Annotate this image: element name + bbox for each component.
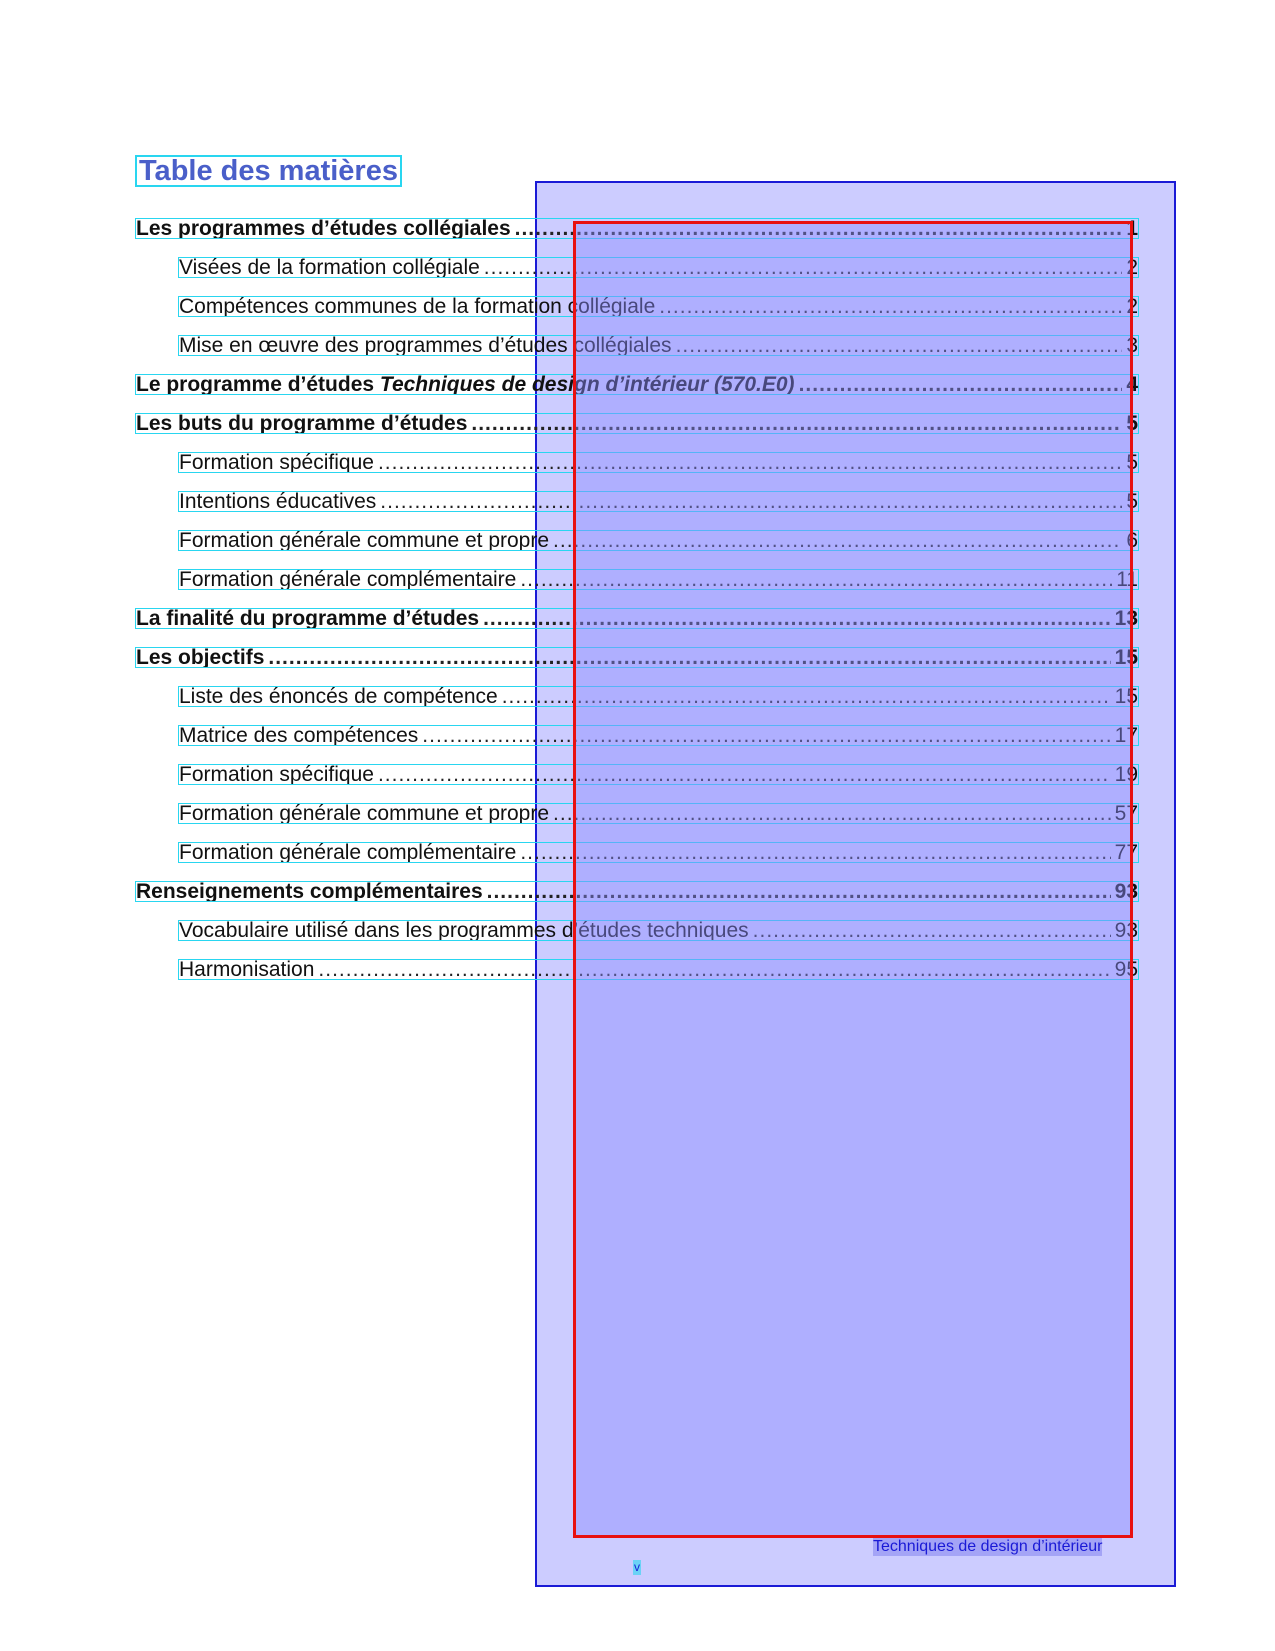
toc-entry-label: La finalité du programme d’études — [136, 608, 480, 629]
toc-entry-page: 11 — [1116, 569, 1138, 590]
page-title: Table des matières — [135, 155, 402, 187]
toc-entry-page: 17 — [1114, 725, 1138, 746]
toc-entry-label-plain: Le programme d’études — [136, 374, 380, 395]
toc-entry-label: Formation spécifique — [179, 764, 374, 785]
toc-entry-label: Les buts du programme d’études — [136, 413, 468, 434]
footer-page-number: v — [634, 1560, 640, 1574]
toc-entry-label: Formation générale complémentaire — [179, 569, 517, 590]
toc-entry-page: 4 — [1126, 374, 1138, 395]
toc-entry-label: Les objectifs — [136, 647, 265, 668]
toc-entry-page: 13 — [1114, 608, 1138, 629]
toc-entry-label: Vocabulaire utilisé dans les programmes d’études techniques — [179, 920, 749, 941]
toc-entry-page: 6 — [1126, 530, 1138, 551]
toc-entry-page: 57 — [1114, 803, 1138, 824]
toc-entry-label: Formation générale commune et propre — [179, 530, 550, 551]
toc-entry-page: 5 — [1126, 491, 1138, 512]
annotation-inner-box — [573, 221, 1133, 1538]
toc-entry-page: 93 — [1114, 881, 1138, 902]
toc-entry-label: Les programmes d’études collégiales — [136, 218, 511, 239]
toc-entry-page: 3 — [1126, 335, 1138, 356]
toc-entry-label-italic: Techniques de design d’intérieur (570.E0) — [379, 374, 795, 395]
toc-entry-page: 1 — [1126, 218, 1138, 239]
toc-entry-page: 2 — [1126, 296, 1138, 317]
toc-entry-page: 93 — [1114, 920, 1138, 941]
toc-entry-page: 19 — [1114, 764, 1138, 785]
toc-entry-label: Mise en œuvre des programmes d’études collégiales — [179, 335, 672, 356]
toc-entry-page: 15 — [1114, 686, 1138, 707]
toc-entry-page: 2 — [1126, 257, 1138, 278]
toc-entry-label: Formation générale commune et propre — [179, 803, 550, 824]
toc-entry-label: Visées de la formation collégiale — [179, 257, 480, 278]
toc-entry-page: 5 — [1126, 452, 1138, 473]
toc-entry-page: 5 — [1126, 413, 1138, 434]
toc-entry-page: 77 — [1114, 842, 1138, 863]
toc-entry-page: 15 — [1114, 647, 1138, 668]
toc-entry-label: Renseignements complémentaires — [136, 881, 483, 902]
toc-entry-label: Liste des énoncés de compétence — [179, 686, 498, 707]
toc-entry-label: Matrice des compétences — [179, 725, 419, 746]
toc-entry-label: Formation générale complémentaire — [179, 842, 517, 863]
toc-entry-label: Compétences communes de la formation collégiale — [179, 296, 656, 317]
toc-entry-page: 95 — [1114, 959, 1138, 980]
footer-title: Techniques de design d’intérieur — [873, 1538, 1103, 1555]
toc-entry-label: Harmonisation — [179, 959, 315, 980]
toc-entry-label: Formation spécifique — [179, 452, 374, 473]
toc-entry-label: Intentions éducatives — [179, 491, 377, 512]
